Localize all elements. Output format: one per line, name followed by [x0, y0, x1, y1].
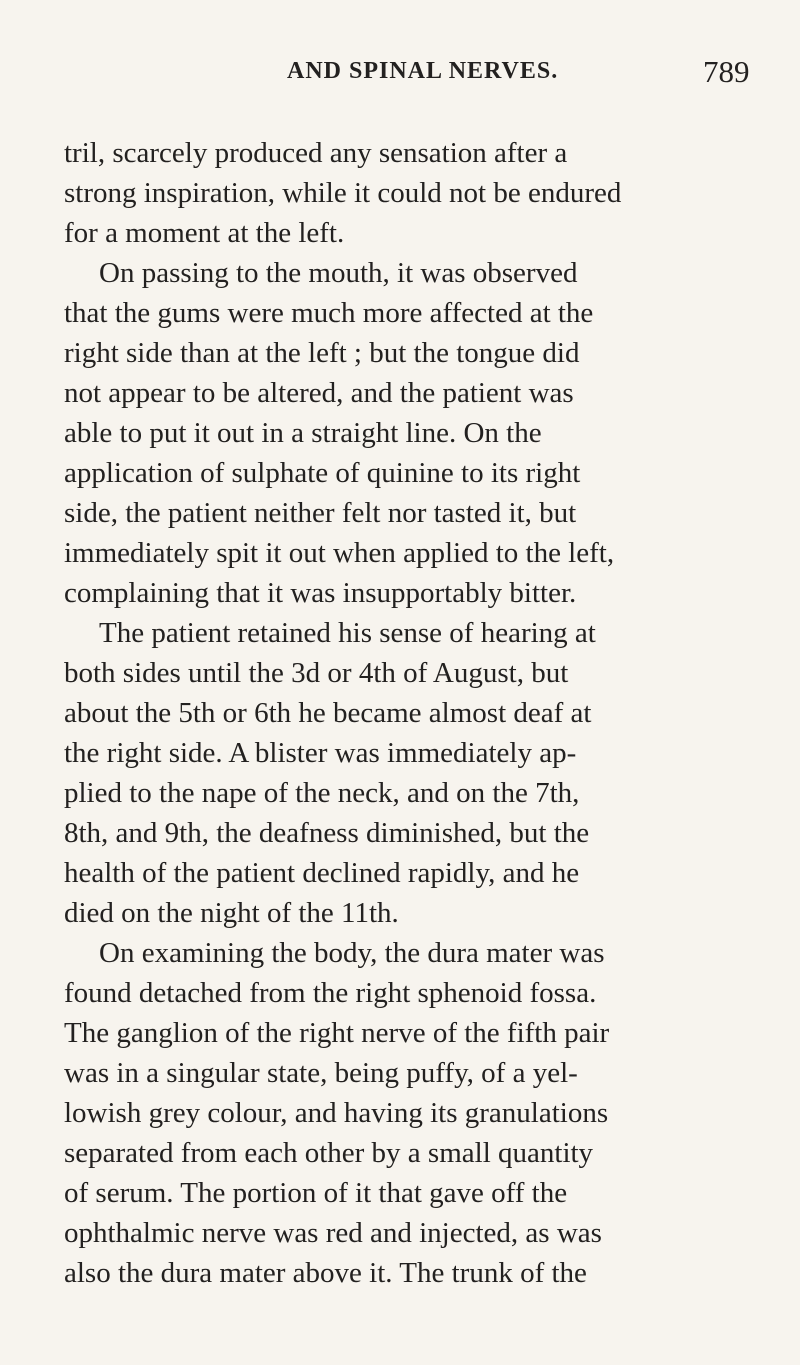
text-line: ophthalmic nerve was red and injected, as was — [64, 1217, 602, 1249]
text-line: On passing to the mouth, it was observed — [99, 257, 578, 289]
text-line: lowish grey colour, and having its granulations — [64, 1097, 609, 1129]
text-line: health of the patient declined rapidly, and he — [64, 857, 580, 889]
text-line: right side than at the left ; but the tongue did — [64, 337, 580, 369]
text-line: complaining that it was insupportably bitter. — [64, 577, 577, 609]
text-line: about the 5th or 6th he became almost deaf at — [64, 697, 592, 729]
text-line: The ganglion of the right nerve of the fifth pair — [64, 1017, 610, 1049]
text-line: strong inspiration, while it could not be endured — [64, 177, 622, 209]
text-line: died on the night of the 11th. — [64, 897, 399, 929]
text-line: not appear to be altered, and the patient was — [64, 377, 574, 409]
text-line: the right side. A blister was immediately ap- — [64, 737, 577, 769]
text-line: was in a singular state, being puffy, of a yel- — [64, 1057, 578, 1089]
text-line: 8th, and 9th, the deafness diminished, but the — [64, 817, 590, 849]
text-line: immediately spit it out when applied to the left, — [64, 537, 615, 569]
text-line: separated from each other by a small quantity — [64, 1137, 594, 1169]
text-line: The patient retained his sense of hearing at — [99, 617, 596, 649]
text-line: of serum. The portion of it that gave off the — [64, 1177, 568, 1209]
text-line: On examining the body, the dura mater was — [99, 937, 605, 969]
text-line: application of sulphate of quinine to its right — [64, 457, 581, 489]
text-line: also the dura mater above it. The trunk of the — [64, 1257, 587, 1289]
text-line: plied to the nape of the neck, and on the 7th, — [64, 777, 580, 809]
text-line: able to put it out in a straight line. On the — [64, 417, 542, 449]
text-line: that the gums were much more affected at the — [64, 297, 594, 329]
text-line: for a moment at the left. — [64, 217, 345, 249]
page-number: 789 — [703, 54, 750, 89]
text-line: found detached from the right sphenoid fossa. — [64, 977, 597, 1009]
running-head — [0, 54, 800, 94]
running-title: AND SPINAL NERVES. — [287, 58, 559, 84]
text-line: side, the patient neither felt nor tasted it, but — [64, 497, 577, 529]
text-line: tril, scarcely produced any sensation after a — [64, 137, 568, 169]
text-line: both sides until the 3d or 4th of August, but — [64, 657, 569, 689]
